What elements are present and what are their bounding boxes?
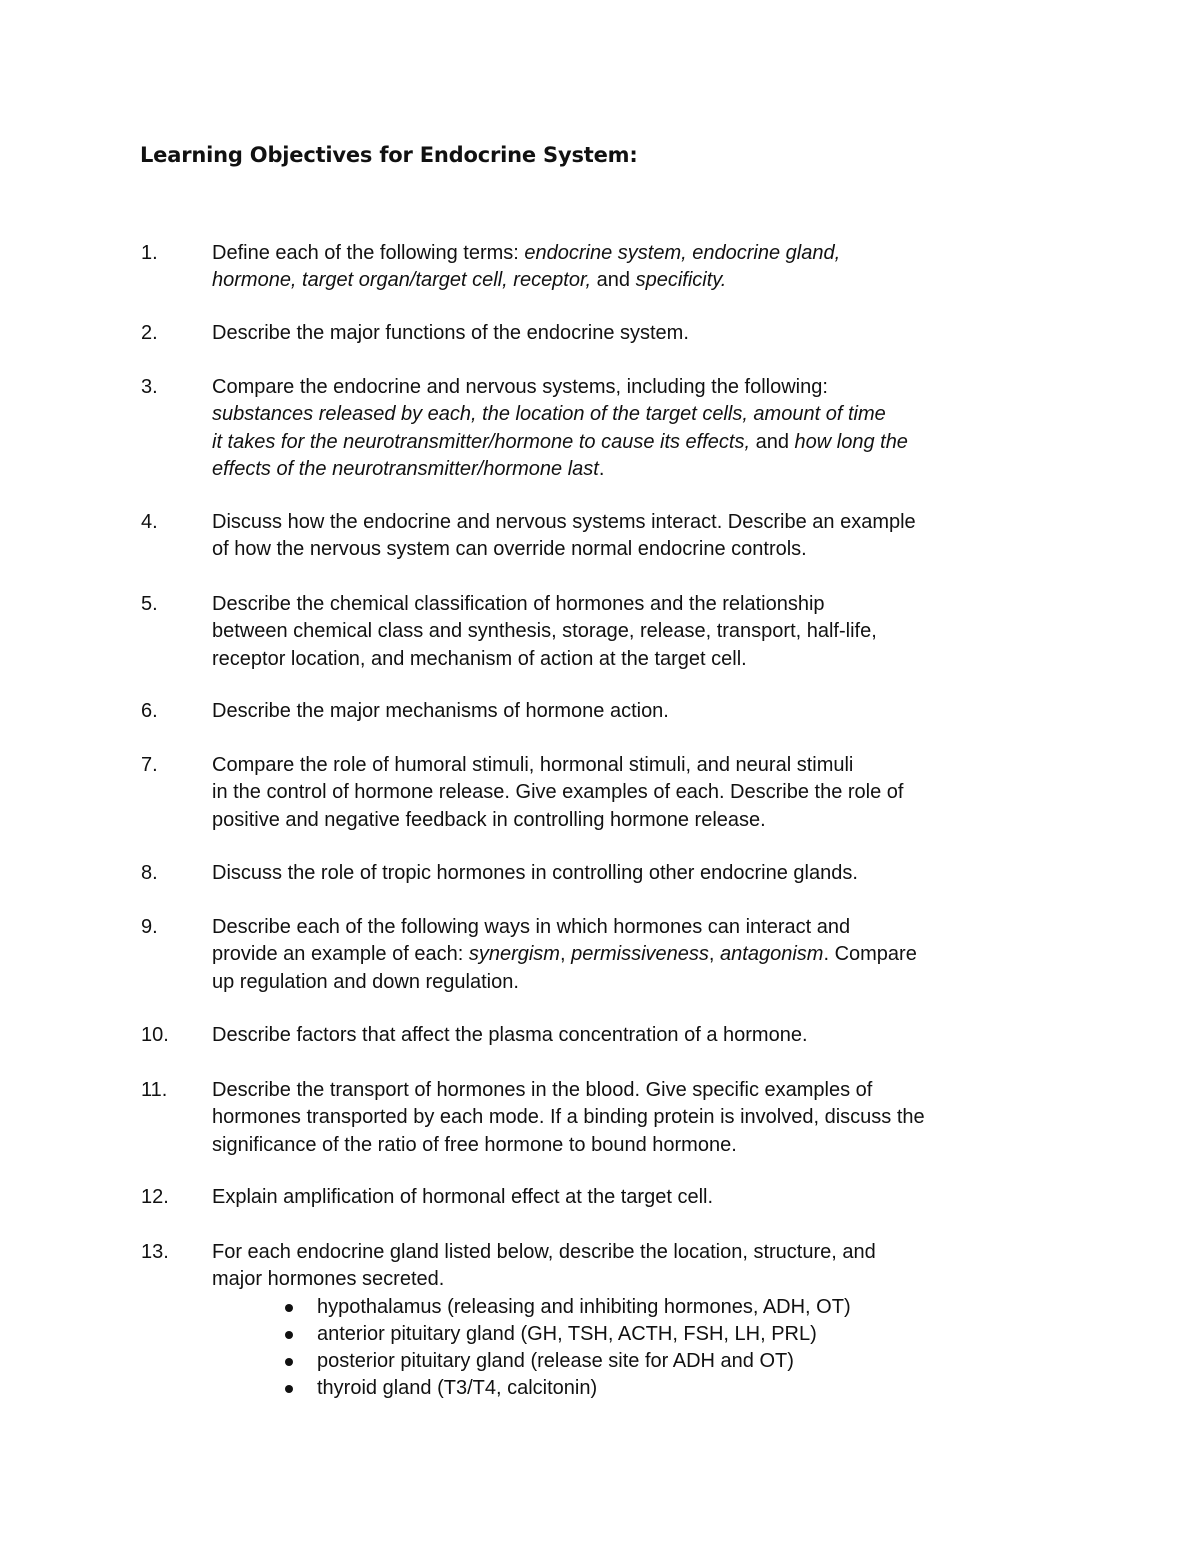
italic-term: substances released by each, the location of the target cells, amount of time <box>212 403 886 426</box>
objective-number: 3. <box>141 376 158 398</box>
italic-term: specificity. <box>635 269 727 292</box>
bullet-item <box>0 1375 1200 1402</box>
italic-term: synergism <box>468 943 560 966</box>
bullet-dot-icon <box>285 1358 293 1366</box>
objective-number: 5. <box>141 593 158 615</box>
text-segment: . Compare <box>823 943 917 966</box>
objective-text-line <box>212 969 1112 996</box>
text-segment: For each endocrine gland listed below, describe the location, structure, and <box>212 1241 876 1263</box>
bullet-text: anterior pituitary gland (GH, TSH, ACTH, FSH, LH, PRL) <box>317 1322 817 1345</box>
text-segment: Compare the role of humoral stimuli, hormonal stimuli, and neural stimuli <box>212 754 854 776</box>
objective-text-line <box>212 698 1112 725</box>
italic-term: effects of the neurotransmitter/hormone last <box>212 457 599 480</box>
text-segment: up regulation and down regulation. <box>212 970 519 993</box>
objective-text-line <box>212 240 1112 267</box>
bullet-item <box>0 1321 1200 1348</box>
text-segment: Describe the major mechanisms of hormone action. <box>212 700 669 722</box>
text-segment: , <box>559 943 572 966</box>
text-segment: major hormones secreted. <box>212 1268 445 1291</box>
text-segment: in the control of hormone release. Give examples of each. Describe the role of <box>212 781 904 804</box>
objective-text-line <box>212 401 1112 428</box>
text-segment: Describe each of the following ways in which hormones can interact and <box>212 916 851 938</box>
objective-text-line <box>212 1184 1112 1211</box>
text-segment: Discuss how the endocrine and nervous systems interact. Describe an example <box>212 511 916 533</box>
text-segment: Describe the chemical classification of hormones and the relationship <box>212 593 825 615</box>
italic-term: it takes for the neurotransmitter/hormone to cause its effects, <box>212 430 751 453</box>
bullet-text: thyroid gland (T3/T4, calcitonin) <box>317 1377 598 1400</box>
text-segment: Compare the endocrine and nervous systems, including the following: <box>212 376 828 398</box>
text-segment: receptor location, and mechanism of action at the target cell. <box>212 647 747 670</box>
text-segment: Describe factors that affect the plasma concentration of a hormone. <box>212 1024 808 1046</box>
objective-text-line <box>212 1239 1112 1266</box>
objective-number: 4. <box>141 511 158 533</box>
italic-term: hormone, target organ/target cell, receptor, <box>212 269 592 292</box>
objective-text-line <box>212 267 1112 294</box>
objective-text-line <box>212 779 1112 806</box>
objective-text-line <box>212 807 1112 834</box>
italic-term: how long the <box>794 430 908 453</box>
objective-text-line <box>212 646 1112 673</box>
bullet-item <box>0 1294 1200 1321</box>
objective-number: 8. <box>141 862 158 884</box>
text-segment: provide an example of each: <box>212 943 469 966</box>
italic-term: permissiveness <box>571 943 709 966</box>
objective-text-line <box>212 941 1112 968</box>
text-segment: between chemical class and synthesis, storage, release, transport, half-life, <box>212 620 877 643</box>
objective-text-line <box>212 509 1112 536</box>
text-segment: Describe the major functions of the endocrine system. <box>212 322 689 344</box>
text-segment: and <box>591 269 636 292</box>
objective-number: 2. <box>141 322 158 344</box>
bullet-text: posterior pituitary gland (release site for ADH and OT) <box>317 1350 794 1373</box>
objective-number: 6. <box>141 700 158 722</box>
objective-number: 11. <box>141 1079 168 1101</box>
objective-text-line <box>212 456 1112 483</box>
objective-text-line <box>212 1104 1112 1131</box>
text-segment: Describe the transport of hormones in the blood. Give specific examples of <box>212 1079 873 1101</box>
text-segment: of how the nervous system can override normal endocrine controls. <box>212 538 807 561</box>
objective-text-line <box>212 752 1112 779</box>
text-segment: and <box>750 430 795 453</box>
bullet-item <box>0 1348 1200 1375</box>
text-segment: Define each of the following terms: <box>212 242 525 264</box>
bullet-text: hypothalamus (releasing and inhibiting hormones, ADH, OT) <box>317 1295 851 1318</box>
objective-text-line <box>212 320 1112 347</box>
objective-text-line <box>212 914 1112 941</box>
italic-term: antagonism <box>720 943 824 966</box>
bullet-dot-icon <box>285 1385 293 1393</box>
objective-text-line <box>212 1266 1112 1293</box>
objective-text-line <box>212 1132 1112 1159</box>
bullet-dot-icon <box>285 1331 293 1339</box>
bullet-dot-icon <box>285 1304 293 1312</box>
italic-term: endocrine system, endocrine gland, <box>524 242 841 264</box>
objective-number: 1. <box>141 242 158 264</box>
objective-number: 7. <box>141 754 158 776</box>
text-segment: hormones transported by each mode. If a binding protein is involved, discuss the <box>212 1106 925 1129</box>
objective-number: 12. <box>141 1186 169 1208</box>
objective-text-line <box>212 618 1112 645</box>
objective-number: 9. <box>141 916 158 938</box>
text-segment: significance of the ratio of free hormone to bound hormone. <box>212 1133 737 1156</box>
text-segment: Explain amplification of hormonal effect at the target cell. <box>212 1186 714 1208</box>
text-segment: , <box>708 943 721 966</box>
objective-text-line <box>212 429 1112 456</box>
objective-text-line <box>212 1022 1112 1049</box>
text-segment: . <box>598 457 605 480</box>
text-segment: Discuss the role of tropic hormones in controlling other endocrine glands. <box>212 862 858 884</box>
page-title: Learning Objectives for Endocrine System: <box>140 143 638 167</box>
objective-number: 10. <box>141 1024 169 1046</box>
objective-text-line <box>212 860 1112 887</box>
objective-number: 13. <box>141 1241 169 1263</box>
objective-text-line <box>212 374 1112 401</box>
objective-text-line <box>212 591 1112 618</box>
objective-text-line <box>212 536 1112 563</box>
text-segment: positive and negative feedback in controlling hormone release. <box>212 808 766 831</box>
objective-text-line <box>212 1077 1112 1104</box>
